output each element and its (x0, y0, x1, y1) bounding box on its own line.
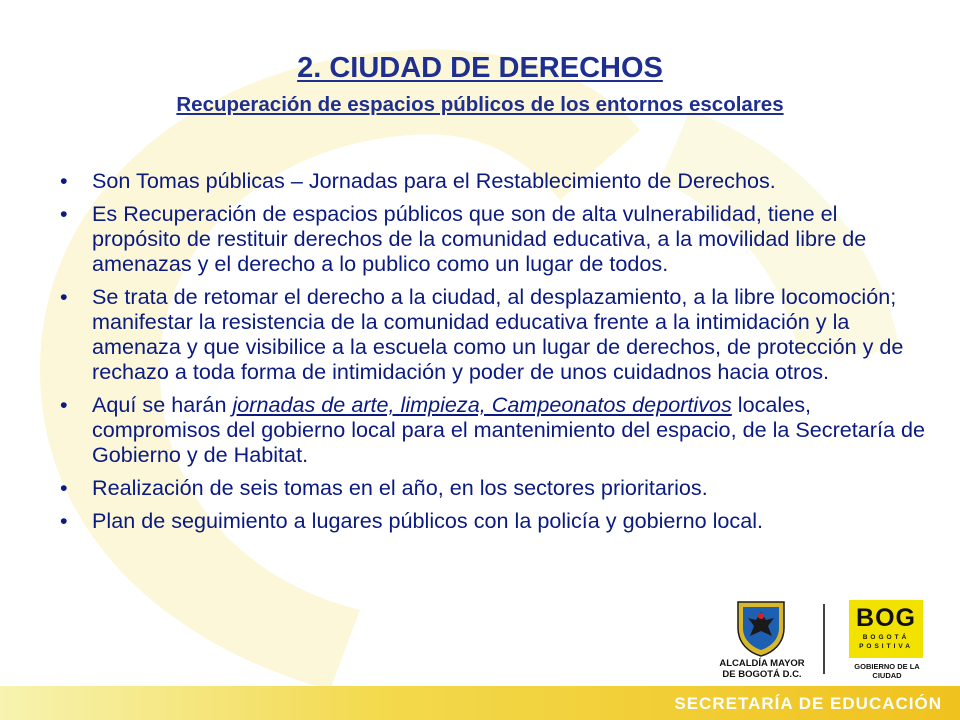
bullet-item: • Plan de seguimiento a lugares públicos con la policía y gobierno local. (58, 508, 930, 533)
bullet-text-emphasis: jornadas de arte, limpieza, Campeonatos deportivos (232, 392, 732, 417)
bullet-item (58, 392, 930, 467)
bullet-list (58, 168, 930, 541)
bogota-coat-of-arms-icon (732, 598, 790, 658)
footer-bar (0, 686, 960, 720)
bullet-item: • Se trata de retomar el derecho a la ciudad, al desplazamiento, a la libre locomoción; manifestar la resistencia de la comunidad educativa frente a la intimidación y la amenaza y que visibilice a la escuela como un lugar de derechos, de protección y de rechazo a toda forma de intimidación y poder de unos cuidadnos hacia otros. (58, 284, 930, 384)
footer-label: SECRETARÍA DE EDUCACIÓN (674, 694, 942, 713)
logo-divider (823, 604, 825, 674)
slide-subtitle: Recuperación de espacios públicos de los entornos escolares (176, 93, 784, 116)
alcaldia-line-2: DE BOGOTÁ D.C. (722, 669, 802, 680)
bog-logo (849, 600, 923, 658)
bullet-text-suffix: locales, compromisos del gobierno local para el mantenimiento del espacio, de la Secretaría de Gobierno y de Habitat. (92, 392, 926, 467)
bullet-text-prefix: Aquí se harán (92, 392, 233, 417)
bog-logo-text: BOG (856, 604, 916, 632)
logos-block (710, 596, 950, 686)
alcaldia-line-1: ALCALDÍA MAYOR (719, 658, 805, 669)
bullet-item: • Realización de seis tomas en el año, en los sectores prioritarios. (58, 475, 930, 500)
slide-title: 2. CIUDAD DE DERECHOS (297, 52, 663, 84)
bullet-item: • Son Tomas públicas – Jornadas para el Restablecimiento de Derechos. (58, 168, 930, 193)
bullet-item: • Es Recuperación de espacios públicos que son de alta vulnerabilidad, tiene el propósito de restituir derechos de la comunidad educativa, a la movilidad libre de amenazas y el derecho a lo publico como un lugar de todos. (58, 201, 930, 276)
alcaldia-label (710, 658, 814, 680)
bog-logo-subtext (849, 633, 923, 651)
bog-sub-line-1: BOGOTÁ (862, 634, 910, 641)
bog-sub-line-2: POSITIVA (859, 643, 913, 650)
bog-caption: GOBIERNO DE LA CIUDAD (854, 662, 920, 680)
